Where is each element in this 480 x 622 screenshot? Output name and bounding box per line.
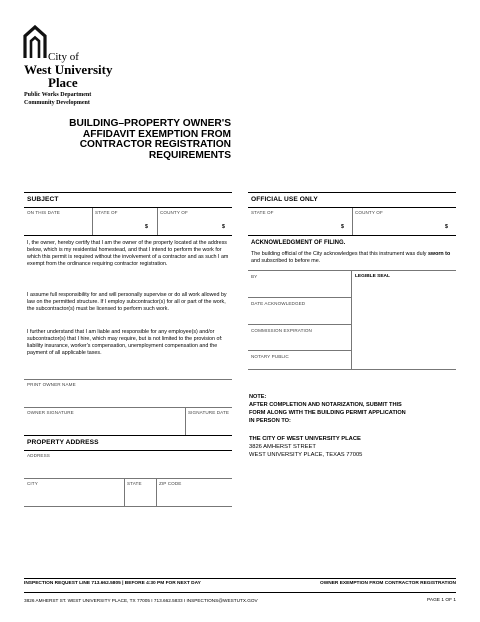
form-title-line-4: REQUIREMENTS (148, 149, 231, 161)
ack-text-sworn: sworn to (427, 251, 451, 257)
notary-public-label: NOTARY PUBLIC (251, 354, 289, 359)
official-use-header: OFFICIAL USE ONLY (251, 196, 318, 203)
on-this-date-label: ON THIS DATE (27, 210, 60, 215)
legible-seal-label: LEGIBLE SEAL (355, 274, 390, 279)
note-line-3: FORM ALONG WITH THE BUILDING PERMIT APPLICATION (249, 410, 406, 417)
logo-text-place: Place (48, 75, 78, 90)
note-line-4: IN PERSON TO: (249, 418, 291, 425)
form-title-line-1: BUILDING–PROPERTY OWNER'S (69, 118, 231, 129)
form-title (1, 119, 231, 161)
form-title-line-2: AFFIDAVIT EXEMPTION FROM (82, 128, 231, 140)
subject-header: SUBJECT (27, 196, 59, 203)
dept-line-1: Public Works Department (24, 92, 92, 98)
city-label: CITY (27, 481, 38, 486)
note-line-2: AFTER COMPLETION AND NOTARIZATION, SUBMIT THIS (249, 402, 402, 409)
official-county-of-label: COUNTY OF (355, 210, 383, 215)
city-logo (22, 24, 132, 110)
affidavit-paragraph-1: I, the owner, hereby certify that I am the owner of the property located at the address below, which is my residential homestead, and that I intend to perform the work for which this permit is required without the involvement of a contractor and as such I am exempt from the ordinance requiring contractor registration. (27, 240, 229, 267)
subject-county-dollar-sign: $ (222, 224, 225, 230)
zip-code-label: ZIP CODE (159, 481, 182, 486)
ack-text-post: and subscribed to before me. (251, 257, 321, 264)
acknowledgment-title: ACKNOWLEDGMENT OF FILING. (251, 240, 346, 246)
state-label: STATE (127, 481, 142, 486)
contact-line: 3826 AMHERST ST. WEST UNIVERSITY PLACE, TX 77005 I 713.662.5833 I INSPECTIONS@WESTUTX.GOV (24, 598, 258, 603)
print-owner-name-label: PRINT OWNER NAME (27, 382, 76, 387)
house-logo-icon (22, 24, 48, 60)
dept-line-2: Community Development (24, 100, 90, 106)
official-state-dollar-sign: $ (341, 224, 344, 230)
ack-text-pre: The building official of the City acknowledges that this instrument was duly (251, 251, 428, 257)
address-label: ADDRESS (27, 453, 50, 458)
acknowledgment-text (251, 251, 453, 265)
official-state-of-label: STATE OF (251, 210, 274, 215)
subject-state-of-label: STATE OF (95, 210, 118, 215)
signature-date-label: SIGNATURE DATE (188, 410, 230, 415)
date-acknowledged-label: DATE ACKNOWLEDGED (251, 301, 306, 306)
form-name-footer: OWNER EXEMPTION FROM CONTRACTOR REGISTRATION (320, 581, 456, 586)
submission-address (249, 435, 362, 459)
inspection-request-line: INSPECTION REQUEST LINE 713.662.5805 | BEFORE 4:30 PM FOR NEXT DAY (24, 581, 201, 586)
city-name: THE CITY OF WEST UNIVERSITY PLACE (249, 436, 361, 442)
property-address-header: PROPERTY ADDRESS (27, 439, 99, 446)
affidavit-paragraph-3: I further understand that I am liable and responsible for any employee(s) and/or subcontractor(s) that I hire, which may require, but is not limited to the provision of: liability insurance, worker's compensation, unemployment compensation and the payment of all applicable taxes. (27, 329, 223, 356)
submission-note (249, 393, 406, 425)
form-title-line-3: CONTRACTOR REGISTRATION (79, 139, 231, 151)
logo-text-west-university: West University (24, 62, 113, 77)
affidavit-paragraph-2: I assume full responsibility for and will personally supervise or do all work allowed by law on the permitted structure. If I employ subcontractor(s) for all or part of the work, the subcontractor(s) must be licensed to perform such work. (27, 292, 227, 312)
subject-state-dollar-sign: $ (145, 224, 148, 230)
city-state-zip: WEST UNIVERSITY PLACE, TEXAS 77005 (249, 452, 363, 459)
owner-signature-label: OWNER SIGNATURE (27, 410, 74, 415)
logo-text-city-of: City of (48, 51, 79, 63)
street-address: 3826 AMHERST STREET (249, 444, 316, 451)
commission-expiration-label: COMMISSION EXPIRATION (251, 328, 312, 333)
note-line-1: NOTE: (249, 394, 267, 400)
page-number: PAGE 1 OF 1 (427, 598, 456, 603)
by-label: BY (251, 274, 258, 279)
official-county-dollar-sign: $ (445, 224, 448, 230)
subject-county-of-label: COUNTY OF (160, 210, 188, 215)
